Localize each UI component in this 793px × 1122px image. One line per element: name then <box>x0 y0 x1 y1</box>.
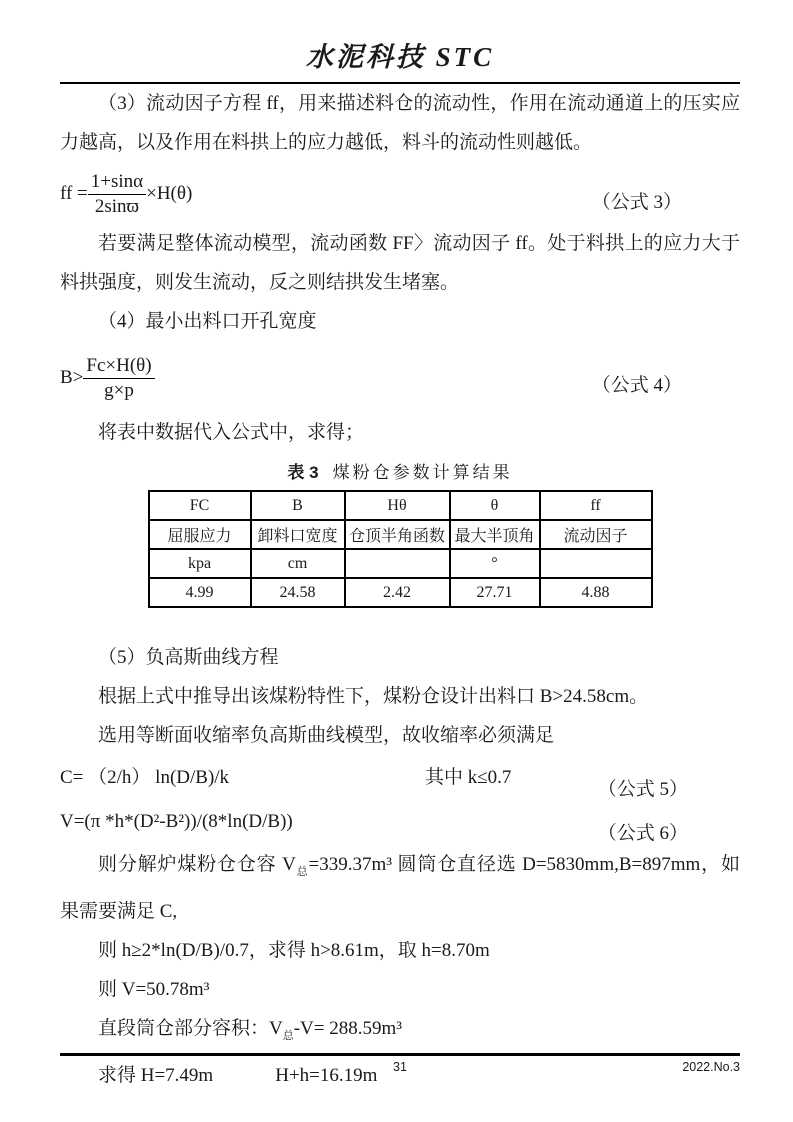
table-cell: FC <box>149 491 251 520</box>
table-cell: 4.99 <box>149 578 251 607</box>
paragraph-height: 则 h≥2*ln(D/B)/0.7，求得 h>8.61m，取 h=8.70m <box>98 939 490 961</box>
formula-6 <box>60 801 740 843</box>
table-cell: ff <box>540 491 652 520</box>
formula-4-numerator: Fc×H(θ) <box>83 355 154 379</box>
table-cell: B <box>251 491 345 520</box>
formula-4-lhs: B> <box>60 367 84 388</box>
result-total-height: H+h=16.19m <box>275 1064 378 1086</box>
table-cell: Hθ <box>345 491 450 520</box>
journal-title: 水泥科技 STC <box>305 42 495 72</box>
heading-section-5: （5）负高斯曲线方程 <box>98 647 279 668</box>
paragraph-model: 选用等断面收缩率负高斯曲线模型，故收缩率必须满足 <box>98 725 555 746</box>
table-cell: 27.71 <box>450 578 540 607</box>
formula-6-expression: V=(π *h*(D²-B²))/(8*ln(D/B)) <box>60 811 293 832</box>
table-row <box>149 549 652 578</box>
table-cell: θ <box>450 491 540 520</box>
volume-text-pre: 则分解炉煤粉仓仓容 V <box>98 854 296 875</box>
table-cell: 屈服应力 <box>149 520 251 549</box>
v-total-subscript: 总 <box>295 865 309 878</box>
table-caption <box>60 460 740 486</box>
heading-section-4: （4）最小出料口开孔宽度 <box>98 311 317 332</box>
paragraph-flow-factor: （3）流动因子方程 ff，用来描述料仓的流动性，作用在流动通道上的压实应力越高，以及作用在料拱上的应力越低，料斗的流动性则越低。 <box>60 93 740 153</box>
formula-3-lhs: ff = <box>60 183 88 204</box>
table-cell: 流动因子 <box>540 520 652 549</box>
straight-text-pre: 直段筒仓部分容积：V <box>98 1017 283 1039</box>
formula-6-label: （公式 6） <box>597 823 688 844</box>
table-cell: kpa <box>149 549 251 578</box>
page-number: 31 <box>393 1060 407 1074</box>
table-caption-title: 煤粉仓参数计算结果 <box>332 463 513 482</box>
table-cell: 2.42 <box>345 578 450 607</box>
formula-5-condition: 其中 k≤0.7 <box>425 767 512 788</box>
formula-3-denominator: 2sinϖ <box>94 195 140 217</box>
formula-3-label: （公式 3） <box>591 192 682 213</box>
volume-text-post: =339.37m³ 圆筒仓直径选 D=5830mm,B=897mm，如果需要满足 C, <box>60 854 740 922</box>
page-footer <box>60 1053 740 1082</box>
straight-text-post: -V= 288.59m³ <box>293 1017 402 1039</box>
paragraph-straight-section <box>60 1009 740 1056</box>
result-H: 求得 H=7.49m <box>98 1064 214 1086</box>
formula-4-denominator: g×p <box>104 379 134 401</box>
table-cell <box>345 549 450 578</box>
parameter-table <box>148 490 653 608</box>
paragraph-derive: 根据上式中推导出该煤粉特性下，煤粉仓设计出料口 B>24.58cm。 <box>98 686 649 707</box>
formula-3-numerator: 1+sinα <box>88 171 146 195</box>
table-row <box>149 491 652 520</box>
formula-3-fraction <box>88 171 146 218</box>
table-row <box>149 578 652 607</box>
formula-5-expression: C= （2/h） ln(D/B)/k <box>60 767 230 788</box>
paragraph-substitute: 将表中数据代入公式中，求得； <box>98 422 365 443</box>
formula-4-fraction <box>83 355 154 402</box>
formula-3 <box>60 168 740 220</box>
paragraph-mass-flow: 若要满足整体流动模型，流动函数 FF〉流动因子 ff。处于料拱上的应力大于料拱强度，则发生流动，反之则结拱发生堵塞。 <box>60 233 740 293</box>
formula-4 <box>60 347 740 409</box>
table-cell <box>540 549 652 578</box>
paragraph-v-value: 则 V=50.78m³ <box>98 978 210 1000</box>
table-cell: 24.58 <box>251 578 345 607</box>
table-cell: 最大半顶角 <box>450 520 540 549</box>
table-cell: ° <box>450 549 540 578</box>
v-total-subscript: 总 <box>282 1029 294 1042</box>
formula-5-label: （公式 5） <box>597 779 688 800</box>
issue-number: 2022.No.3 <box>682 1060 740 1074</box>
paragraph-volume <box>60 845 740 931</box>
table-cell: 4.88 <box>540 578 652 607</box>
table-caption-number: 表 3 <box>287 463 319 482</box>
table-cell: 卸料口宽度 <box>251 520 345 549</box>
table-cell: cm <box>251 549 345 578</box>
table-row <box>149 520 652 549</box>
formula-5 <box>60 757 740 799</box>
spacer <box>60 608 740 638</box>
formula-4-label: （公式 4） <box>591 375 682 396</box>
formula-3-rhs: ×H(θ) <box>146 183 193 204</box>
table-cell: 仓顶半角函数 <box>345 520 450 549</box>
